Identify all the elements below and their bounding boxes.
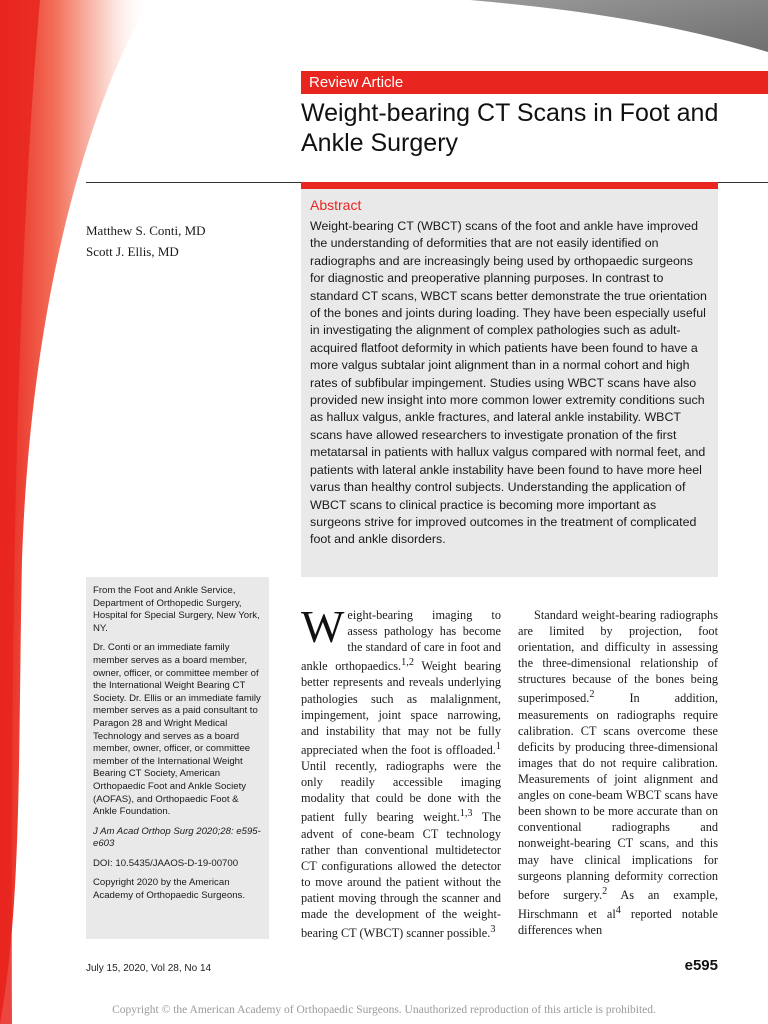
article-info-panel: [86, 577, 269, 939]
reference-marker: 3: [490, 924, 496, 936]
body-paragraph: [518, 607, 718, 938]
abstract-panel: [301, 189, 718, 577]
copyright-note: Copyright 2020 by the American Academy of Orthopaedic Surgeons.: [93, 877, 245, 902]
body-column-1: [301, 601, 502, 941]
body-text: Standard weight-bearing radiographs are limited by projection, foot orientation, and difficulty in assessing the three-dimensional relationship of structures because of the bones being superimposed.: [518, 608, 718, 706]
section-label: Review Article: [301, 71, 768, 94]
abstract-heading: Abstract: [310, 197, 362, 213]
page-number: e595: [684, 957, 718, 974]
drop-cap: W: [301, 601, 345, 652]
author-name: Scott J. Ellis, MD: [86, 244, 179, 259]
reference-marker: 1: [495, 740, 501, 752]
affiliation: From the Foot and Ankle Service, Department of Orthopedic Surgery, Hospital for Special Surgery, New York, NY.: [93, 585, 260, 634]
body-text: eight-bearing imaging to assess pathology has become the standard of care in foot and ankle orthopaedics.: [301, 608, 501, 674]
body-text: As an example, Hirschmann et al: [518, 887, 718, 921]
abstract-accent-strip: [301, 182, 718, 189]
body-text: Until recently, radiographs were the only readily accessible imaging modality that could be done with the patient fully bearing weight.: [301, 759, 501, 825]
reference-marker: 2: [589, 689, 595, 701]
citation: J Am Acad Orthop Surg 2020;28: e595-e603: [93, 825, 261, 850]
body-paragraph: [301, 601, 502, 941]
copyright-footer: Copyright © the American Academy of Orthopaedic Surgeons. Unauthorized reproduction of this article is prohibited.: [112, 1004, 656, 1016]
issue-info: July 15, 2020, Vol 28, No 14: [86, 963, 212, 974]
author-list: [86, 220, 286, 262]
gray-corner-swoosh: [470, 0, 768, 52]
doi: DOI: 10.5435/JAAOS-D-19-00700: [93, 857, 239, 869]
body-text: In addition, measurements on radiographs require calibration. CT scans overcome these deficits by producing three-dimensional images that do not require calibration. Measurements of joint alignment and angles on cone-beam WBCT scans have been shown to be more accurate than on conventional radiographs and nonweight-bearing CT scans, and this may have clinical implications for surgeons planning deformity correction before surgery.: [518, 691, 718, 902]
body-text: The advent of cone-beam CT technology rather than conventional multidetector CT configurations allowed the detector to move around the patient without the patient moving through the scanner and made the development of the weight-bearing CT (WBCT) scanner possible.: [301, 810, 501, 941]
disclosure: Dr. Conti or an immediate family member serves as a board member, owner, officer, or committee member of the International Weight Bearing CT Society. Dr. Ellis or an immediate family member serves as a paid consultant to Paragon 28 and Wright Medical Technology and serves as a board member, owner, officer, or committee member of the International Weight Bearing CT Society, American Orthopaedic Foot and Ankle Society (AOFAS), and Orthopaedic Foot & Ankle Foundation.: [93, 642, 261, 818]
author-name: Matthew S. Conti, MD: [86, 223, 206, 238]
reference-marker: 1,3: [459, 808, 473, 820]
reference-marker: 4: [615, 904, 621, 916]
reference-marker: 1,2: [401, 657, 414, 669]
article-title: Weight-bearing CT Scans in Foot and Ankle Surgery: [301, 99, 719, 157]
body-text: reported notable differences when: [518, 906, 718, 938]
abstract-text: Weight-bearing CT (WBCT) scans of the foot and ankle have improved the understanding of deformities that are not easily identified on radiographs and are increasingly being used by orthopaedic surgeons for diagnostic and preoperative planning purposes. In contrast to standard CT scans, WBCT scans better demonstrate the true orientation of the bones and joints during loading. They have been especially useful in investigating the alignment of complex pathologies such as adult-acquired flatfoot deformity in which patients have been found to have a more valgus subtalar joint alignment than in a normal cohort and high rates of subfibular impingement. Studies using WBCT scans have also provided new insight into more common lower extremity conditions such as hallux valgus, ankle fractures, and lateral ankle instability. WBCT scans have allowed researchers to investigate pronation of the first metatarsal in patients with hallux valgus compared with normal feet, and patients with lateral ankle instability have been found to have more heel varus than healthy control subjects. Understanding the application of WBCT scans to clinical practice is becoming more important as surgeons strive for improved outcomes in the treatment of complicated foot and ankle disorders.: [310, 219, 707, 547]
body-column-2: [518, 607, 718, 938]
reference-marker: 2: [602, 885, 608, 897]
body-text: Weight bearing better represents and reveals underlying pathologies such as malalignment, impingement, joint space narrowing, and instability that may not be fully appreciated when the foot is offloaded.: [301, 659, 502, 757]
